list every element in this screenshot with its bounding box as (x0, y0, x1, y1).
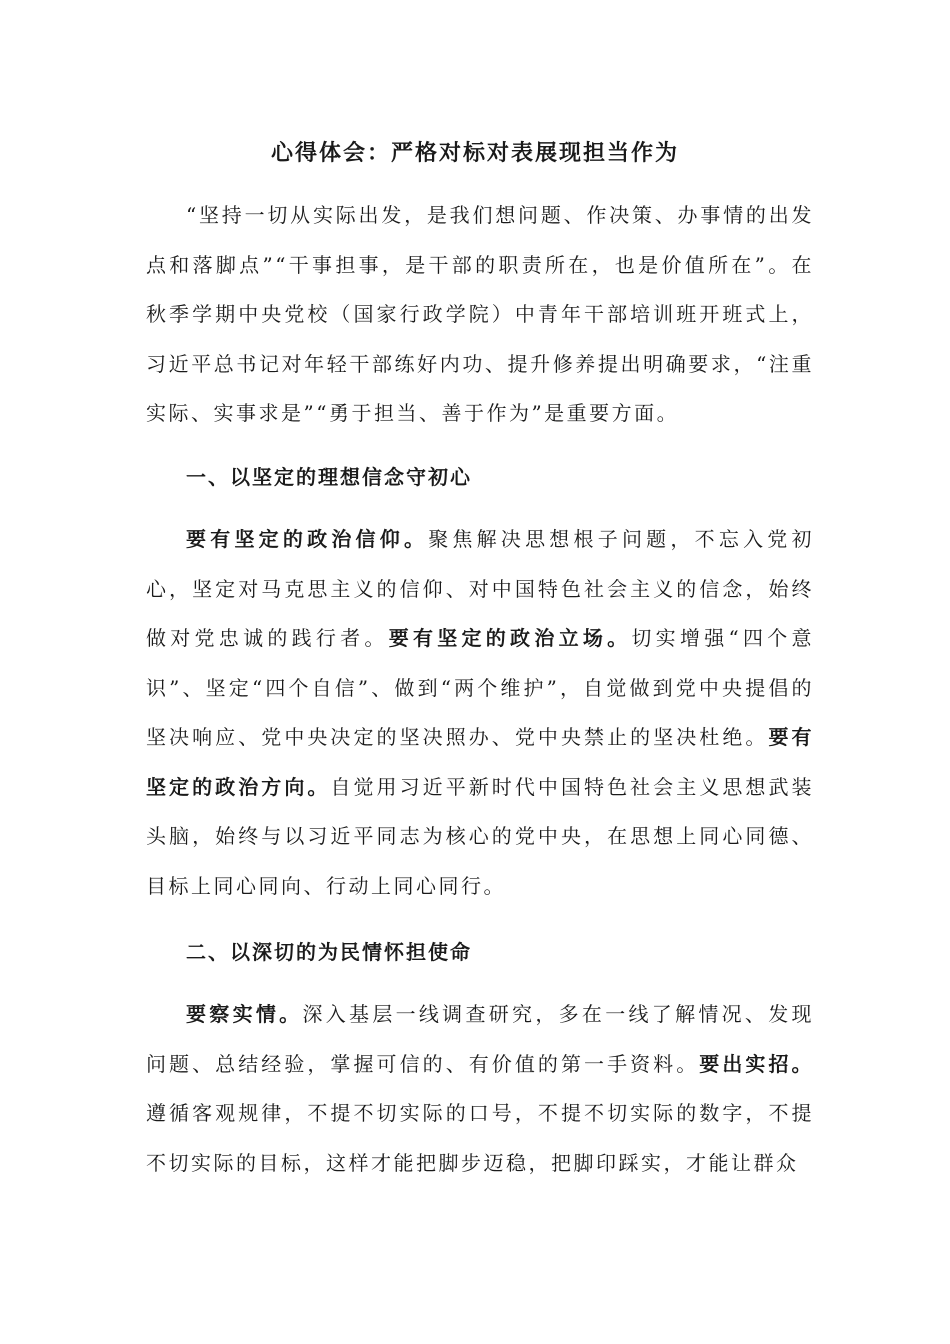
section-2-text-2: 遵循客观规律，不提不切实际的口号，不提不切实际的数字，不提不切实际的目标，这样才能把脚步迈稳，把脚印踩实，才能让群众 (146, 1101, 814, 1175)
document-title: 心得体会：严格对标对表展现担当作为 (270, 140, 679, 166)
section-1-text-1: 聚焦解决思想根子问题，不忘入党初心，坚定对马克思主义的信仰、对中国特色社会主义的信念，始终做对党忠诚的践行者。 (146, 527, 815, 650)
section-2-lead-1: 要察实情。 (186, 1002, 303, 1026)
section-2-lead-2: 要出实招。 (699, 1051, 815, 1076)
section-1-text-3: 自觉用习近平新时代中国特色社会主义思想武装头脑，始终与以习近平同志为核心的党中央，在思想上同心同德、目标上同心同向、行动上同心同行。 (146, 774, 815, 898)
section-2-text-1: 深入基层一线调查研究，多在一线了解情况、发现问题、总结经验，掌握可信的、有价值的第一手资料。 (146, 1002, 815, 1076)
section-1-lead-3: 要有坚定的政治方向。 (146, 725, 815, 799)
intro-paragraph: “坚持一切从实际出发，是我们想问题、作决策、办事情的出发点和落脚点”“干事担事，是干部的职责所在，也是价值所在”。在秋季学期中央党校（国家行政学院）中青年干部培训班开班式上，习近平总书记对年轻干部练好内功、提升修养提出明确要求，“注重实际、实事求是”“勇于担当、善于作为”是重要方面。 (146, 203, 814, 425)
section-1-lead-1: 要有坚定的政治信仰。 (186, 527, 429, 551)
section-1-heading: 一、以坚定的理想信念守初心 (186, 465, 472, 489)
section-2-heading: 二、以深切的为民情怀担使命 (186, 940, 472, 964)
section-1-text-2: 切实增强“四个意识”、坚定“四个自信”、做到“两个维护”，自觉做到党中央提倡的坚决响应、党中央决定的坚决照办、党中央禁止的坚决杜绝。 (146, 626, 815, 749)
section-2-paragraph (146, 990, 814, 1188)
section-1-paragraph (146, 515, 814, 911)
section-1-lead-2: 要有坚定的政治立场。 (388, 626, 632, 650)
